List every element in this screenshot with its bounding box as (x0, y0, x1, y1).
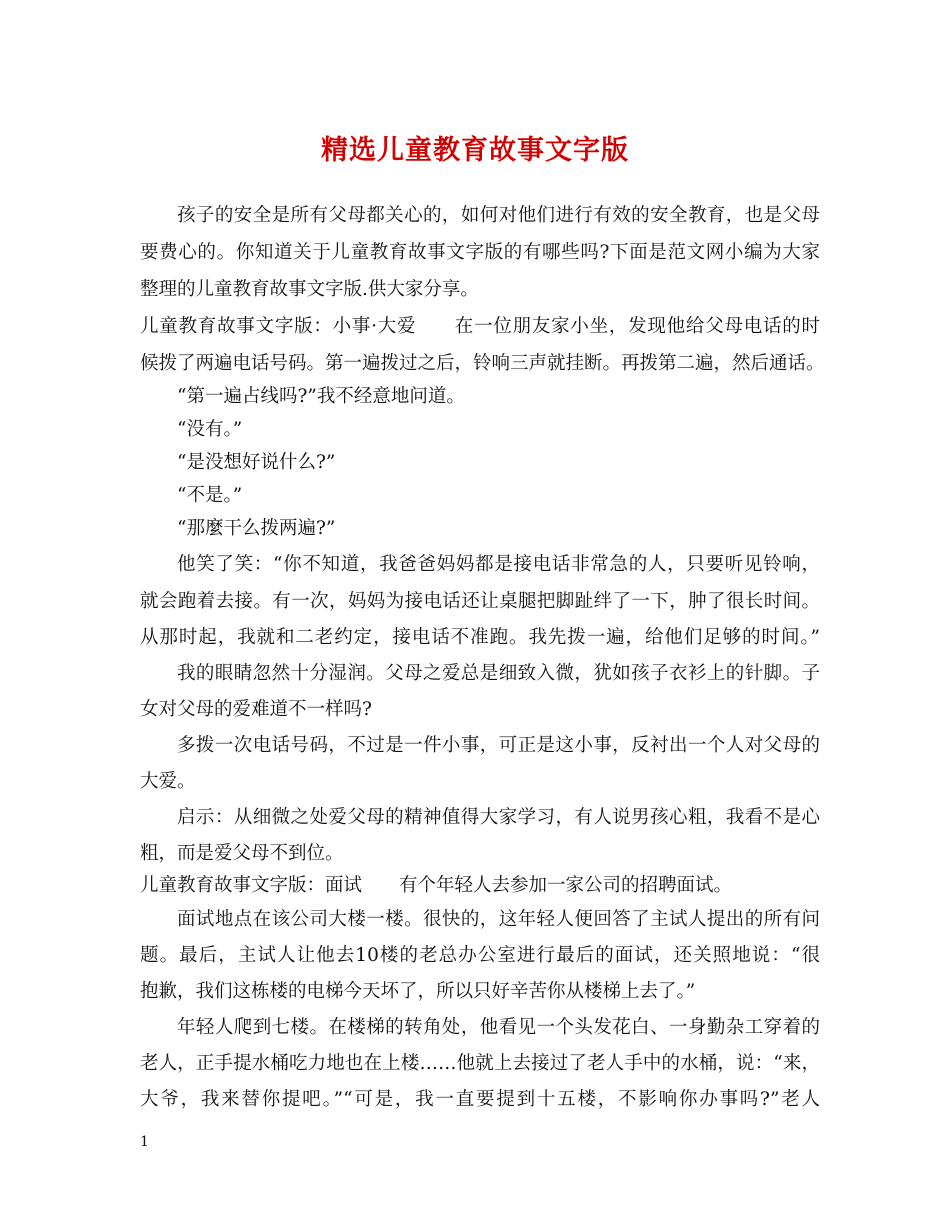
paragraph-line: 多拨一次电话号码，不过是一件小事，可正是这小事，反衬出一个人对父母的 (177, 735, 820, 756)
paragraph-line: 年轻人爬到七楼。在楼梯的转角处，他看见一个头发花白、一身勤杂工穿着的 (177, 1017, 820, 1038)
paragraph-line: 整理的儿童教育故事文字版.供大家分享。 (140, 279, 479, 300)
paragraph-line: 面试地点在该公司大楼一楼。很快的，这年轻人便回答了主试人提出的所有问 (177, 909, 820, 930)
document-title: 精选儿童教育故事文字版 (321, 135, 629, 166)
paragraph-line: 启示：从细微之处爱父母的精神值得大家学习，有人说男孩心粗，我看不是心 (177, 807, 820, 828)
paragraph-line: 题。最后，主试人让他去10楼的老总办公室进行最后的面试，还关照地说：“很 (140, 945, 820, 966)
paragraph-line: 大爱。 (140, 771, 196, 792)
paragraph-line: 从那时起，我就和二老约定，接电话不准跑。我先拨一遍，给他们足够的时间。” (140, 627, 820, 648)
paragraph-line: 孩子的安全是所有父母都关心的，如何对他们进行有效的安全教育，也是父母 (177, 205, 820, 226)
dialogue-line: “那麼干么拨两遍?” (177, 518, 336, 539)
paragraph-line: 就会跑着去接。有一次，妈妈为接电话还让桌腿把脚趾绊了一下，肿了很长时间。 (140, 591, 820, 612)
dialogue-line: “第一遍占线吗?”我不经意地问道。 (177, 386, 465, 407)
page-number: 1 (140, 1134, 149, 1150)
paragraph-line: 粗，而是爱父母不到位。 (140, 843, 344, 864)
paragraph-line: 抱歉，我们这栋楼的电梯今天坏了，所以只好辛苦你从楼梯上去了。” (140, 981, 696, 1002)
paragraph-line: 他笑了笑：“你不知道，我爸爸妈妈都是接电话非常急的人，只要听见铃响， (177, 554, 820, 575)
paragraph-line: 我的眼睛忽然十分湿润。父母之爱总是细致入微，犹如孩子衣衫上的针脚。子 (177, 663, 820, 684)
paragraph-line: 女对父母的爱难道不一样吗? (140, 699, 372, 720)
section-heading-line: 儿童教育故事文字版：小事·大爱 在一位朋友家小坐，发现他给父母电话的时 (140, 316, 820, 337)
paragraph-line: 候拨了两遍电话号码。第一遍拨过之后，铃响三声就挂断。再拨第二遍，然后通话。 (140, 353, 825, 374)
dialogue-line: “没有。” (177, 419, 243, 440)
paragraph-line: 要费心的。你知道关于儿童教育故事文字版的有哪些吗?下面是范文网小编为大家 (140, 242, 820, 263)
dialogue-line: “不是。” (177, 485, 243, 506)
dialogue-line: “是没想好说什么?” (177, 452, 336, 473)
paragraph-line: 老人，正手提水桶吃力地也在上楼……他就上去接过了老人手中的水桶，说：“来， (140, 1053, 820, 1074)
section-heading-line: 儿童教育故事文字版：面试 有个年轻人去参加一家公司的招聘面试。 (140, 875, 733, 896)
paragraph-line: 大爷，我来替你提吧。”“可是，我一直要提到十五楼，不影响你办事吗?”老人 (140, 1089, 820, 1110)
